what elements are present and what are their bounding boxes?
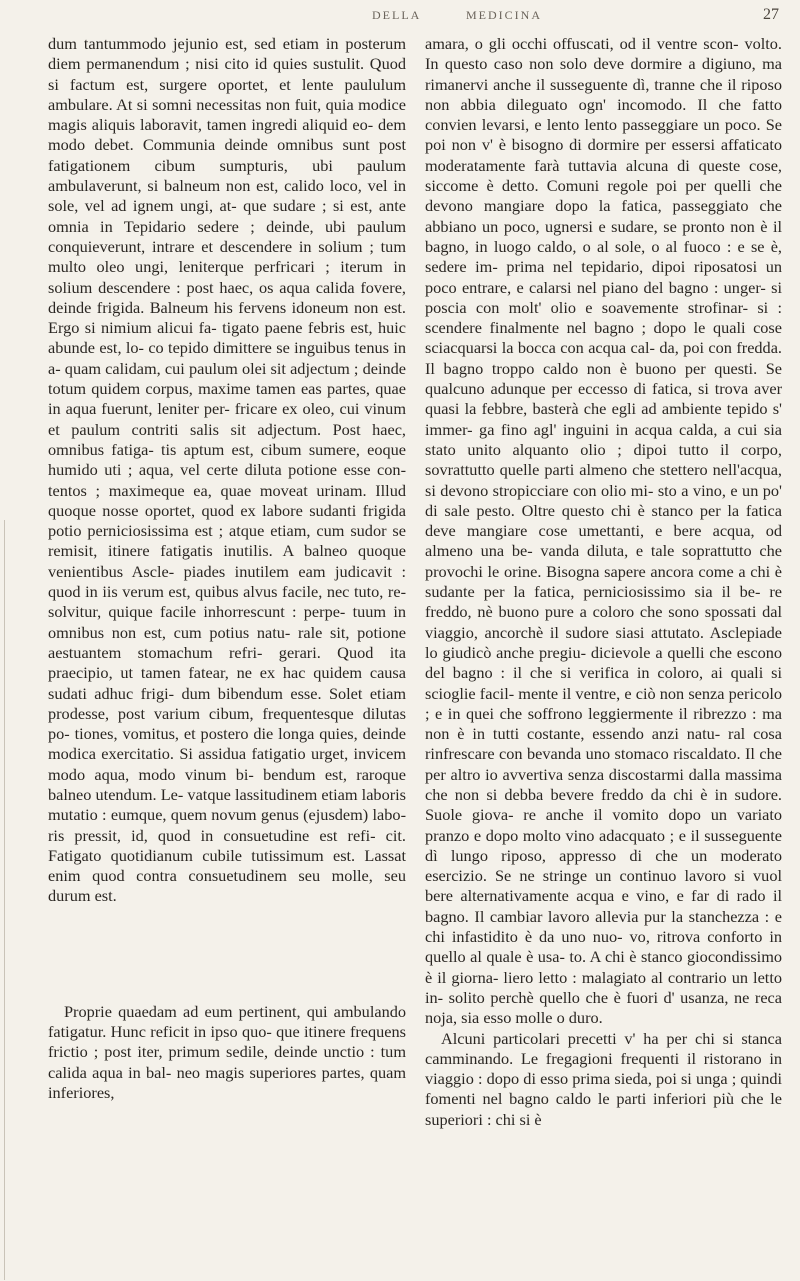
italian-paragraph-2: Alcuni particolari precetti v' ha per chi si stanca camminando. Le fregagioni frequenti il ristorano in viaggio : dopo di esso prima sieda, poi si unga ; quindi fomenti nel bagno caldo le parti inferiori più che le superiori : chi si è xyxy=(425,1028,782,1129)
italian-paragraph-1: amara, o gli occhi offuscati, od il ventre scon- volto. In questo caso non solo deve dormire a digiuno, ma rimanervi anche il susseguente dì, tranne che il riposo non abbia dileguato ogn' incomodo. Il che fatto convien levarsi, e lento lento passeggiare un poco. Se poi non v' è bisogno di dormire per essersi affaticato moderatamente farà tuttavia alcuna di queste cose, siccome è detto. Comuni regole poi per quelli che devono mangiare dopo la fatica, passeggiato che abbiano un poco, ugnersi e sudare, se pronto non è il bagno, in luogo caldo, o al sole, o al fuoco : e se è, sedere im- prima nel tepidario, dipoi riposatosi un poco entrare, e calarsi nel piano del bagno : unger- si poscia con molt' olio e soavemente strofinar- si : scendere finalmente nel bagno ; dopo le quali cose sciacquarsi la bocca con acqua cal- da, poi con fredda. Il bagno troppo caldo non è buono per questi. Se qualcuno adunque per eccesso di fatica, si trova aver quasi la febbre, basterà che egli ad ambiente tepido s' immer- ga fino agl' inguini in acqua calda, a cui sia stato unito alquanto olio ; dipoi tutto il corpo, sovrattutto quelle parti almeno che stettero nell'acqua, si devono stropicciare con olio mi- sto a vino, e un po' di sale pesto. Oltre questo chi è stanco per la fatica deve mangiare cose umettanti, e bere acqua, od almeno una be- vanda diluta, e tale soprattutto che provochi le orine. Bisogna sapere ancora come a chi è sudante per la fatica, perniciosissimo sia il be- re freddo, nè buono pure a coloro che sono spossati dal viaggio, ancorchè il sudore siasi attutato. Asclepiade lo giudicò anche pregiu- dicievole a quelli che escono del bagno : il che si verifica in coloro, ai quali si scioglie facil- mente il ventre, e ciò non senza pericolo ; e in quei che soffrono leggiermente il ribrezzo : ma non è in tutti costante, essendo anzi natu- ral cosa rinfrescare con bevanda uno stomaco riscaldato. Il che per altro io avvertiva senza discostarmi dalla massima che non si debba bevere freddo da chi è in sudore. Suole giova- re anche il vomito dopo un variato pranzo e dopo molto vino adacquato ; e il susseguente dì lungo riposo, appresso di che un moderato esercizio. Se ne stringe un continuo lavoro si vuol bere alternativamente acqua e vino, e far di rado il bagno. Il cambiar lavoro allevia pur la stanchezza : e chi infastidito è da uno nuo- vo, ritrova conforto in quello al quale è usa- to. A chi è stanco giocondissimo è il giorna- liero letto : malagiato al contrario un letto in- solito perchè quello che è fuori d' usanza, ne reca noja, sia esso molle o duro. xyxy=(425,34,782,1028)
running-head-right: MEDICINA xyxy=(466,8,542,22)
latin-column xyxy=(48,34,406,1103)
binding-edge-line xyxy=(4,520,5,1280)
latin-paragraph-2: Proprie quaedam ad eum pertinent, qui ambulando fatigatur. Hunc reficit in ipso quo- que itinere frequens frictio ; post iter, primum sedile, deinde unctio : tum calida aqua in bal- neo magis superiores partes, quam inferiores, xyxy=(48,1001,406,1102)
page-number: 27 xyxy=(763,6,779,23)
page-header xyxy=(0,8,800,28)
latin-paragraph-1: dum tantummodo jejunio est, sed etiam in posterum diem permanendum ; nisi cito id quies sustulit. Quod si factum est, surgere oportet, et lente paululum ambulare. At si somni necessitas non fuit, quia modice magis aliquis laboravit, tamen ingredi aliquid eo- dem modo debet. Communia deinde omnibus sunt post fatigationem cibum sumpturis, ubi paulum ambulaverunt, si balneum non est, calido loco, vel in sole, vel ad ignem ungi, at- que sudare ; si est, ante omnia in Tepidario sedere ; deinde, ubi paulum conquieverunt, intrare et descendere in solium ; tum multo oleo ungi, leniterque perfricari ; iterum in solium descendere : post haec, os aqua calida fovere, deinde frigida. Balneum his fervens idoneum non est. Ergo si nimium alicui fa- tigato paene febris est, huic abunde est, lo- co tepido dimittere se inguibus tenus in a- quam calidam, cui paulum olei sit adjectum ; deinde totum quidem corpus, maxime tamen eas partes, quae in aqua fuerunt, leniter per- fricare ex oleo, cui vinum et paulum contriti salis sit adjectum. Post haec, omnibus fatiga- tis aptum est, cibum sumere, eoque humido uti ; aqua, vel certe diluta potione esse con- tentos ; maximeque ea, quae moveat urinam. Illud quoque nosse oportet, quod ex labore sudanti frigida potio perniciosissima est ; atque etiam, cum sudor se remisit, itinere fatigatis inutilis. A balneo quoque venientibus Ascle- piades inutilem eam judicavit : quod in iis verum est, quibus alvus facile, nec tuto, re- solvitur, quique facile inhorrescunt : perpe- tuum in omnibus non est, cum potius natu- rale sit, potione aestuantem stomachum refri- gerari. Quod ita praecipio, ut tamen fatear, ne ex hac quidem causa sudati adhuc frigi- dum bibendum esse. Solet etiam prodesse, post varium cibum, frequentesque dilutas po- tiones, vomitus, et postero die longa quies, deinde modica exercitatio. Si assidua fatigatio urget, invicem modo aqua, modo vinum bi- bendum est, raroque balneo utendum. Le- vatque lassitudinem etiam laboris mutatio : eumque, quem novum genus (ejusdem) labo- ris pressit, id, quod in consuetudine est refi- cit. Fatigato quotidianum cubile tutissimum est. Lassat enim quod contra consuetudinem seu molle, seu durum est. xyxy=(48,34,406,906)
running-head-left: DELLA xyxy=(372,8,422,22)
italian-column xyxy=(425,34,782,1130)
